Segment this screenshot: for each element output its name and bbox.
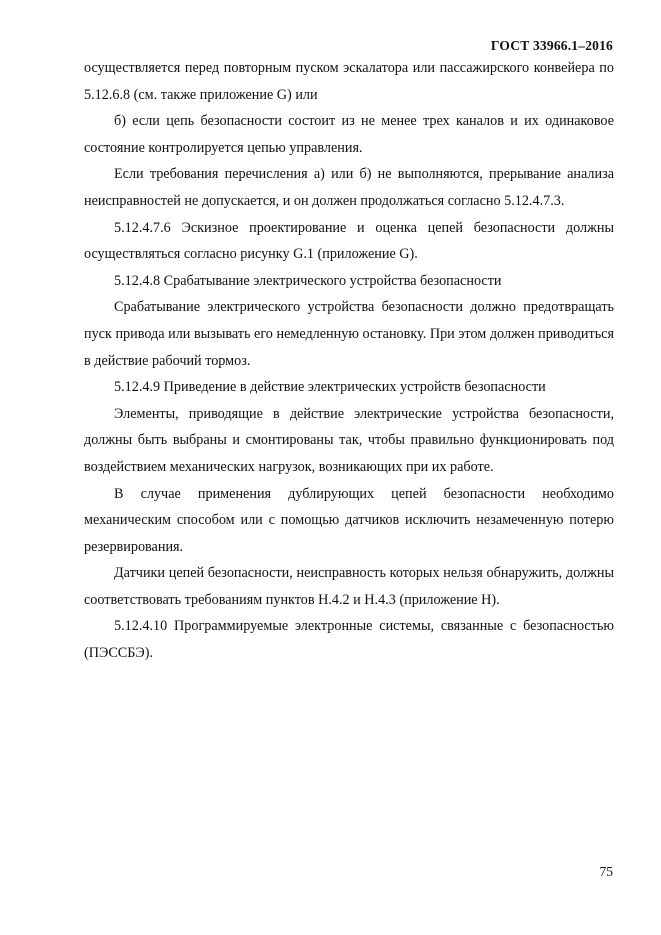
paragraph-item-b: б) если цепь безопасности состоит из не менее трех каналов и их одинаковое состояние контролируется цепью управления.: [84, 113, 614, 156]
paragraph-activation: Срабатывание электрического устройства безопасности должно предотвращать пуск привода или вызывать его немедленную остановку. При этом должен приводиться в действие рабочий тормоз.: [84, 299, 614, 369]
document-body: [84, 55, 614, 667]
paragraph-redundant-circuits: В случае применения дублирующих цепей безопасности необходимо механическим способом или с помощью датчиков исключить незамеченную потерю резервирования.: [84, 485, 614, 555]
clause-5-12-4-7-6: 5.12.4.7.6 Эскизное проектирование и оценка цепей безопасности должны осуществляться согласно рисунку G.1 (приложение G).: [84, 219, 614, 263]
clause-heading-5-12-4-8: 5.12.4.8 Срабатывание электрического устройства безопасности: [114, 272, 502, 289]
clause-heading-5-12-4-9: 5.12.4.9 Приведение в действие электрических устройств безопасности: [114, 379, 546, 396]
standard-header: ГОСТ 33966.1–2016: [490, 38, 613, 53]
paragraph-continuation: осуществляется перед повторным пуском эскалатора или пассажирского конвейера по 5.12.6.8 (см. также приложение G) или: [84, 60, 614, 103]
page-number: 75: [599, 864, 613, 879]
clause-heading-5-12-4-10: 5.12.4.10 Программируемые электронные системы, связанные с безопасностью (ПЭССБЭ).: [84, 618, 614, 662]
paragraph-sensors: Датчики цепей безопасности, неисправность которых нельзя обнаружить, должны соответствовать требованиям пунктов H.4.2 и H.4.3 (приложение H).: [84, 565, 614, 608]
paragraph-elements: Элементы, приводящие в действие электрические устройства безопасности, должны быть выбраны и смонтированы так, чтобы правильно функционировать под воздействием механических нагрузок, возникающих при их работе.: [84, 405, 614, 475]
paragraph-condition: Если требования перечисления а) или б) не выполняются, прерывание анализа неисправностей не допускается, и он должен продолжаться согласно 5.12.4.7.3.: [84, 166, 614, 209]
